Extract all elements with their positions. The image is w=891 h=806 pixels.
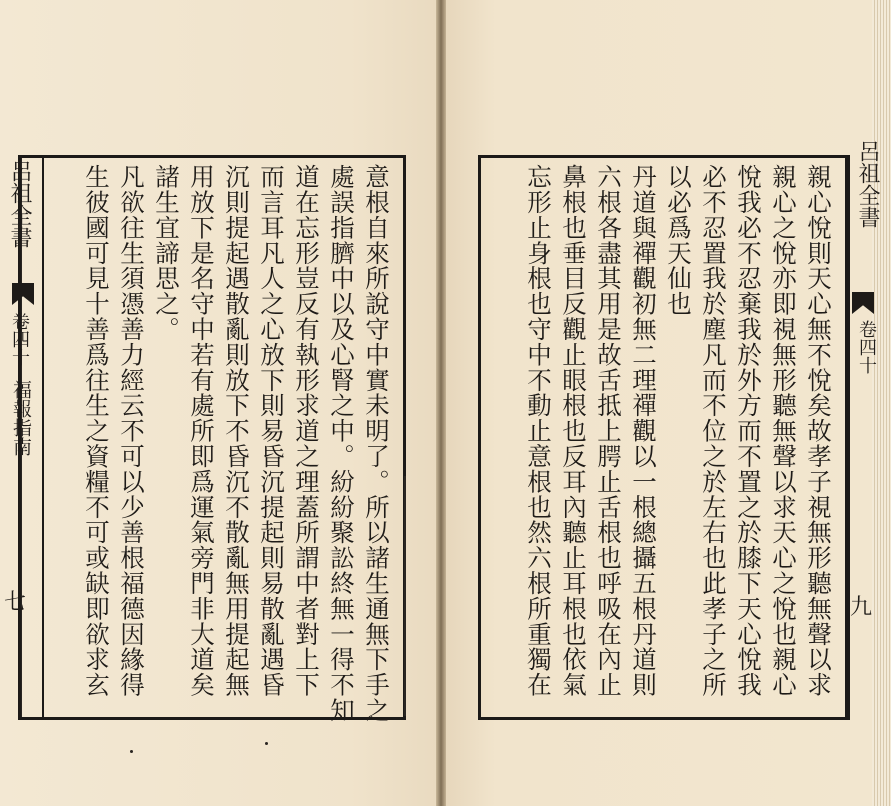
- book-gutter: [436, 0, 446, 806]
- banner-volume: 卷四十: [9, 312, 30, 366]
- text-column: 用放下是名守中若有處所即爲運氣旁門非大道矣: [187, 164, 216, 698]
- text-column: 鼻根也垂目反觀止眼根也反耳內聽止耳根也依氣: [559, 164, 588, 698]
- ink-speck: [130, 750, 133, 753]
- page-number: 九: [850, 595, 873, 620]
- text-column: 親心悅則天心無不悅矣故孝子視無形聽無聲以求: [804, 164, 833, 698]
- text-column: 處誤指臍中以及心腎之中。紛紛聚訟終無一得不知: [327, 164, 356, 723]
- text-column: 丹道與禪觀初無二理禪觀以一根總攝五根丹道則: [629, 164, 658, 698]
- banner-rule: [42, 155, 44, 720]
- text-column: 必不忍置我於塵凡而不位之於左右也此孝子之所: [699, 164, 728, 698]
- ink-speck: [265, 742, 268, 745]
- banner-section: 福報指南: [10, 380, 32, 456]
- text-column: 六根各盡其用是故舌抵上腭止舌根也呼吸在內止: [594, 164, 623, 698]
- marginal-rule: [404, 476, 406, 716]
- right-text-frame: [478, 155, 848, 720]
- text-column: 親心之悅亦即視無形聽無聲以求天心之悅也親心: [769, 164, 798, 698]
- banner-title: 呂祖全書: [7, 160, 32, 248]
- text-column: 凡欲往生須憑善力經云不可以少善根福德因緣得: [117, 164, 146, 698]
- text-column: 忘形止身根也守中不動止意根也然六根所重獨在: [524, 164, 553, 698]
- text-column: 生彼國可見十善爲往生之資糧不可或缺即欲求玄: [82, 164, 111, 698]
- text-column: 諸生宜諦思之。: [152, 164, 181, 342]
- text-column: 而言耳凡人之心放下則易昏沉提起則易散亂遇昏: [257, 164, 286, 698]
- page-edges: [872, 0, 891, 806]
- left-text-frame: [18, 155, 406, 723]
- banner-rule: [848, 155, 850, 720]
- text-column: 意根自來所說守中實未明了。所以諸生通無下手之: [362, 164, 391, 723]
- banner-title: 呂祖全書: [855, 140, 880, 228]
- page-number: 七: [4, 590, 27, 615]
- banner-volume: 卷四十: [856, 320, 877, 374]
- text-column: 沉則提起遇散亂則放下不昏沉不散亂無用提起無: [222, 164, 251, 698]
- text-column: 悅我必不忍棄我於外方而不置之於膝下天心悅我: [734, 164, 763, 698]
- text-column: 以必爲天仙也: [664, 164, 693, 317]
- text-column: 道在忘形豈反有執形求道之理蓋所謂中者對上下: [292, 164, 321, 698]
